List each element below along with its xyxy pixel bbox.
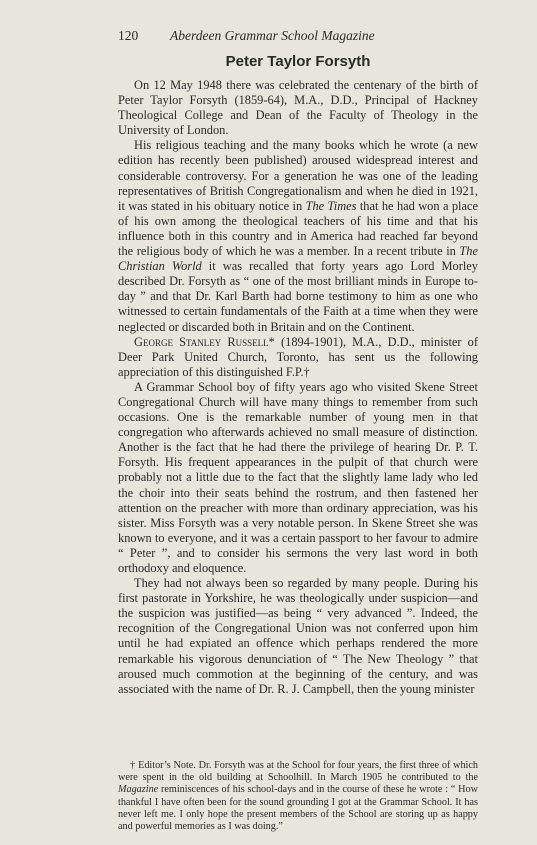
paragraph-2-text-a: His religious teaching and the many books which he wrote (a new edition has recently been published) aroused widespread interest and considerable controversy. For a generation he was one of the leading representatives of British Congregationalism and when he died in 1921, it was stated in his obituary notice in	[118, 138, 478, 213]
page-number: 120	[118, 28, 139, 43]
christian-world-title: The Christian World	[118, 244, 478, 274]
article-title: Peter Taylor Forsyth	[225, 53, 371, 70]
editors-footnote	[118, 760, 478, 833]
journal-title: Aberdeen Grammar School Magazine	[170, 28, 375, 43]
paragraph-2-text-b: that he had won a place of his own among the theological teachers of his time and that his influence both in this country and in America had reached far beyond the religious body of which he was a member. In a recent tribute in	[118, 198, 479, 259]
paragraph-2-text-c: it was recalled that forty years ago Lord Morley described Dr. Forsyth as “ one of the most brilliant minds in Europe to-day ” and that Dr. Karl Barth had borne testimony to him as one who witnessed to certain fundamentals of the Faith at a time when they were neglected or discarded both in Britain and on the Continent.	[118, 259, 478, 334]
footnote-text-b: reminiscences of his school-days and in the course of these he wrote : “ How thankful I have often been for the sound grounding I got at the Grammar School. It has never left me. I only hope the present members of the School are storing up as happy and powerful memories as I was doing.”	[118, 784, 478, 833]
contributor-name: George Stanley Russell*	[134, 334, 275, 349]
paragraph-3	[118, 335, 478, 380]
paragraph-4: A Grammar School boy of fifty years ago who visited Skene Street Congregational Church will have many things to remember from such occasions. One is the remarkable number of young men in that congregation who afterwards achieved no small measure of distinction. Another is the fact that he had there the privilege of hearing Dr. P. T. Forsyth. His frequent appearances in the pulpit of that church were probably not a little due to the fact that the slightly lame lady who led the choir into their seats behind the rostrum, and then fastened her attention on the preacher with more than ordinary appreciation, was his sister. Miss Forsyth was a very notable person. In Skene Street she was known to everyone, and it was a certain passport to her favour to admire “ Peter ”, and to consider his sermons the very last word in both orthodoxy and eloquence.	[118, 379, 478, 575]
paragraph-3-text: (1894-1901), M.A., D.D., minister of Deer Park United Church, Toronto, has sent us the following appreciation of this distinguished F.P.†	[118, 334, 478, 379]
footnote-text	[118, 760, 478, 833]
paragraph-2	[118, 138, 478, 334]
times-title: The Times	[305, 198, 357, 213]
paragraph-5: They had not always been so regarded by many people. During his first pastorate in Yorkshire, he was theologically under suspicion—and the suspicion was justified—as being “ very advanced ”. Indeed, the recognition of the Congregational Union was not conferred upon him until he had expiated an offence which perhaps rendered the more remarkable his vigorous denunciation of “ The New Theology ” that aroused much commotion at the beginning of the century, and was associated with the name of Dr. R. J. Campbell, then the young minister	[118, 576, 478, 696]
magazine-title: Magazine	[118, 784, 159, 796]
footnote-text-a: † Editor’s Note. Dr. Forsyth was at the School for four years, the first three of which were spent in the old building at Schoolhill. In March 1905 he contributed to the	[118, 760, 478, 784]
paragraph-1: On 12 May 1948 there was celebrated the centenary of the birth of Peter Taylor Forsyth (1859-64), M.A., D.D., Principal of Hackney Theological College and Dean of the Faculty of Theology in the University of London.	[118, 78, 478, 138]
article-body	[118, 78, 478, 697]
